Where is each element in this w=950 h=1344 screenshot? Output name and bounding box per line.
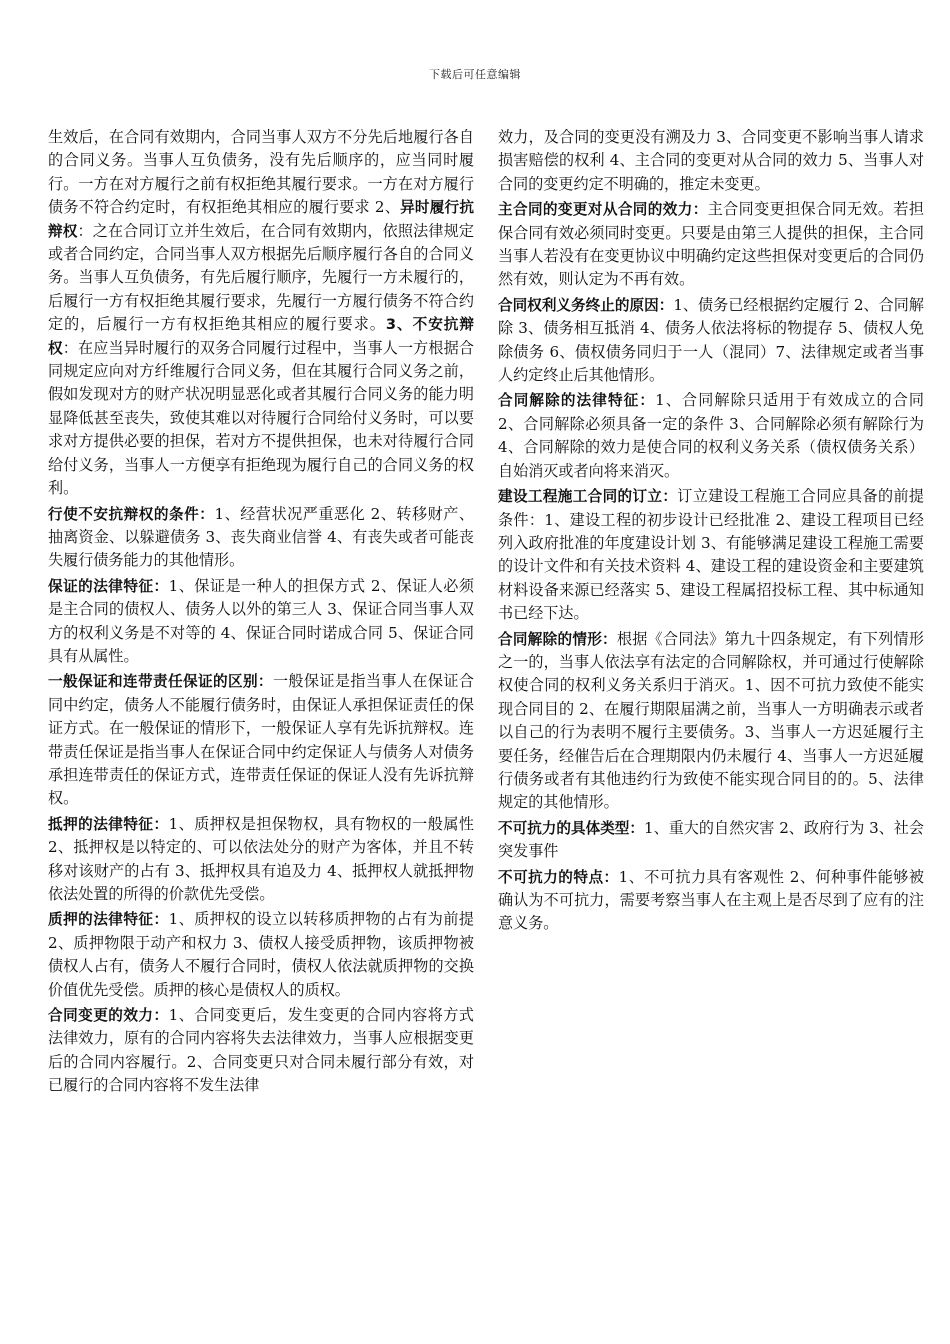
paragraph-text: ：之在合同订立并生效后，在合同有效期内，依照法律规定或者合同约定，合同当事人双方根据先后顺序履行各自的合同义务。当事人互负债务，有先后履行顺序，先履行一方未履行的，后履行一方有权拒绝其履行要求，先履行一方履行债务不符合约定的，后履行一方有权拒绝其相应的履行要求。 [48, 221, 474, 334]
paragraph [48, 503, 474, 573]
paragraph [48, 1004, 474, 1098]
paragraph-text: 1、合同变更后，发生变更的合同内容将方式法律效力，原有的合同内容将失去法律效力，当事人应根据变更后的合同内容履行。2、合同变更只对合同未履行部分有效，对已履行的合同内容将不发生法律 [48, 1006, 474, 1095]
paragraph-text: 1、合同解除只适用于有效成立的合同 2、合同解除必须具备一定的条件 3、合同解除必须有解除行为 4、合同解除的效力是使合同的权利义务关系（债权债务关系）自始消灭或者向将来消灭。 [498, 391, 924, 480]
paragraph [498, 294, 924, 388]
paragraph [498, 126, 924, 196]
paragraph [48, 575, 474, 669]
paragraph-text: 1、债务已经根据约定履行 2、合同解除 3、债务相互抵消 4、债务人依法将标的物提存 5、债权人免除债务 6、债权债务同归于一人（混同）7、法律规定或者当事人约定终止后其他情形。 [498, 295, 924, 385]
right-text-column [498, 126, 924, 938]
section-heading: 合同解除的情形： [498, 630, 617, 648]
paragraph-text: 主合同变更担保合同无效。若担保合同有效必须同时变更。只要是由第三人提供的担保，主合同当事人若没有在变更协议中明确约定这些担保对变更后的合同仍然有效，则认定为不再有效。 [498, 200, 924, 289]
paragraph [48, 813, 474, 907]
paragraph [48, 908, 474, 1002]
paragraph-text: 1、重大的自然灾害 2、政府行为 3、社会突发事件 [498, 818, 924, 861]
section-heading: 合同解除的法律特征： [498, 392, 656, 410]
paragraph [498, 817, 924, 864]
section-heading: 行使不安抗辩权的条件： [48, 505, 215, 523]
paragraph-text: 1、保证是一种人的担保方式 2、保证人必须是主合同的债权人、债务人以外的第三人 3、保证合同当事人双方的权利义务是不对等的 4、保证合同时诺成合同 5、保证合同具有从属性。 [48, 576, 474, 665]
paragraph-text: ：在应当异时履行的双务合同履行过程中，当事人一方根据合同规定应向对方纤维履行合同义务，但在其履行合同义务之前，假如发现对方的财产状况明显恶化或者其履行合同义务的能力明显降低甚至丧失，致使其难以对待履行合同给付义务时，可以要求对方提供必要的担保，若对方不提供担保，也未对待履行合同给付义务，当事人一方便享有拒绝现为履行自己的合同义务的权利。 [48, 338, 474, 498]
paragraph-text: 一般保证是指当事人在保证合同中约定，债务人不能履行债务时，由保证人承担保证责任的保证方式。在一般保证的情形下，一般保证人享有先诉抗辩权。连带责任保证是指当事人在保证合同中约定保证人与债务人对债务承担连带责任的保证方式，连带责任保证的保证人没有先诉抗辩权。 [48, 672, 474, 808]
paragraph [498, 866, 924, 936]
paragraph-text: 1、经营状况严重恶化 2、转移财产、抽离资金、以躲避债务 3、丧失商业信誉 4、有丧失或者可能丧失履行债务能力的其他情形。 [48, 504, 474, 570]
paragraph-text: 效力，及合同的变更没有溯及力 3、合同变更不影响当事人请求损害赔偿的权利 4、主合同的变更对从合同的效力 5、当事人对合同的变更约定不明确的，推定未变更。 [498, 128, 924, 193]
section-heading: 合同变更的效力： [48, 1007, 169, 1025]
paragraph [48, 126, 474, 501]
paragraph-text: 1、质押权的设立以转移质押物的占有为前提 2、质押物限于动产和权力 3、债权人接受质押物，该质押物被债权人占有，债务人不履行合同时，债权人依法就质押物的交换价值优先受偿。质押的核心是债权人的质权。 [48, 910, 474, 999]
section-heading: 建设工程施工合同的订立： [498, 488, 678, 506]
section-heading: 主合同的变更对从合同的效力： [498, 201, 708, 219]
section-heading: 抵押的法律特征： [48, 815, 169, 833]
section-heading: 一般保证和连带责任保证的区别： [48, 673, 273, 691]
paragraph-text: 1、不可抗力具有客观性 2、何种事件能够被确认为不可抗力，需要考察当事人在主观上是否尽到了应有的注意义务。 [498, 867, 924, 933]
paragraph-text: 订立建设工程施工合同应具备的前提条件：1、建设工程的初步设计已经批准 2、建设工程项目已经列入政府批准的年度建设计划 3、有能够满足建设工程施工需要的设计文件和有关技术资料 4、建设工程的建设资金和主要建筑材料设备来源已经落实 5、建设工程属招投标工程、其中标通知书已经下达。 [498, 487, 924, 623]
section-heading: 合同权利义务终止的原因： [498, 296, 674, 314]
page-header: 下载后可任意编辑 [429, 68, 521, 81]
paragraph [498, 198, 924, 292]
paragraph-text: 生效后，在合同有效期内，合同当事人双方不分先后地履行各自的合同义务。当事人互负债务，没有先后顺序的，应当同时履行。一方在对方履行之前有权拒绝其履行要求。一方在对方履行债务不符合约定时，有权拒绝其相应的履行要求 2、 [48, 128, 474, 217]
left-text-column [48, 126, 474, 1100]
section-heading: 不可抗力的特点： [498, 868, 619, 886]
section-heading: 异时履行抗辩权 [48, 199, 474, 240]
section-heading: 质押的法律特征： [48, 911, 169, 929]
paragraph [48, 670, 474, 810]
paragraph [498, 628, 924, 815]
section-heading: 3、不安抗辩权 [48, 316, 474, 357]
paragraph [498, 485, 924, 625]
paragraph [498, 389, 924, 483]
paragraph-text: 1、质押权是担保物权，具有物权的一般属性 2、抵押权是以特定的、可以依法处分的财产为客体，并且不转移对该财产的占有 3、抵押权具有追及力 4、抵押权人就抵押物依法处置的所得的价款优先受偿。 [48, 814, 474, 903]
paragraph-text: 根据《合同法》第九十四条规定，有下列情形之一的，当事人依法享有法定的合同解除权，并可通过行使解除权使合同的权利义务关系归于消灭。1、因不可抗力致使不能实现合同目的 2、在履行期限届满之前，当事人一方明确表示或者以自己的行为表明不履行主要债务。3、当事人一方迟延履行主要任务，经催告后在合理期限内仍未履行 4、当事人一方迟延履行债务或者有其他违约行为致使不能实现合同目的的。5、法律规定的其他情形。 [498, 629, 924, 812]
section-heading: 保证的法律特征： [48, 577, 169, 595]
section-heading: 不可抗力的具体类型： [498, 819, 644, 837]
